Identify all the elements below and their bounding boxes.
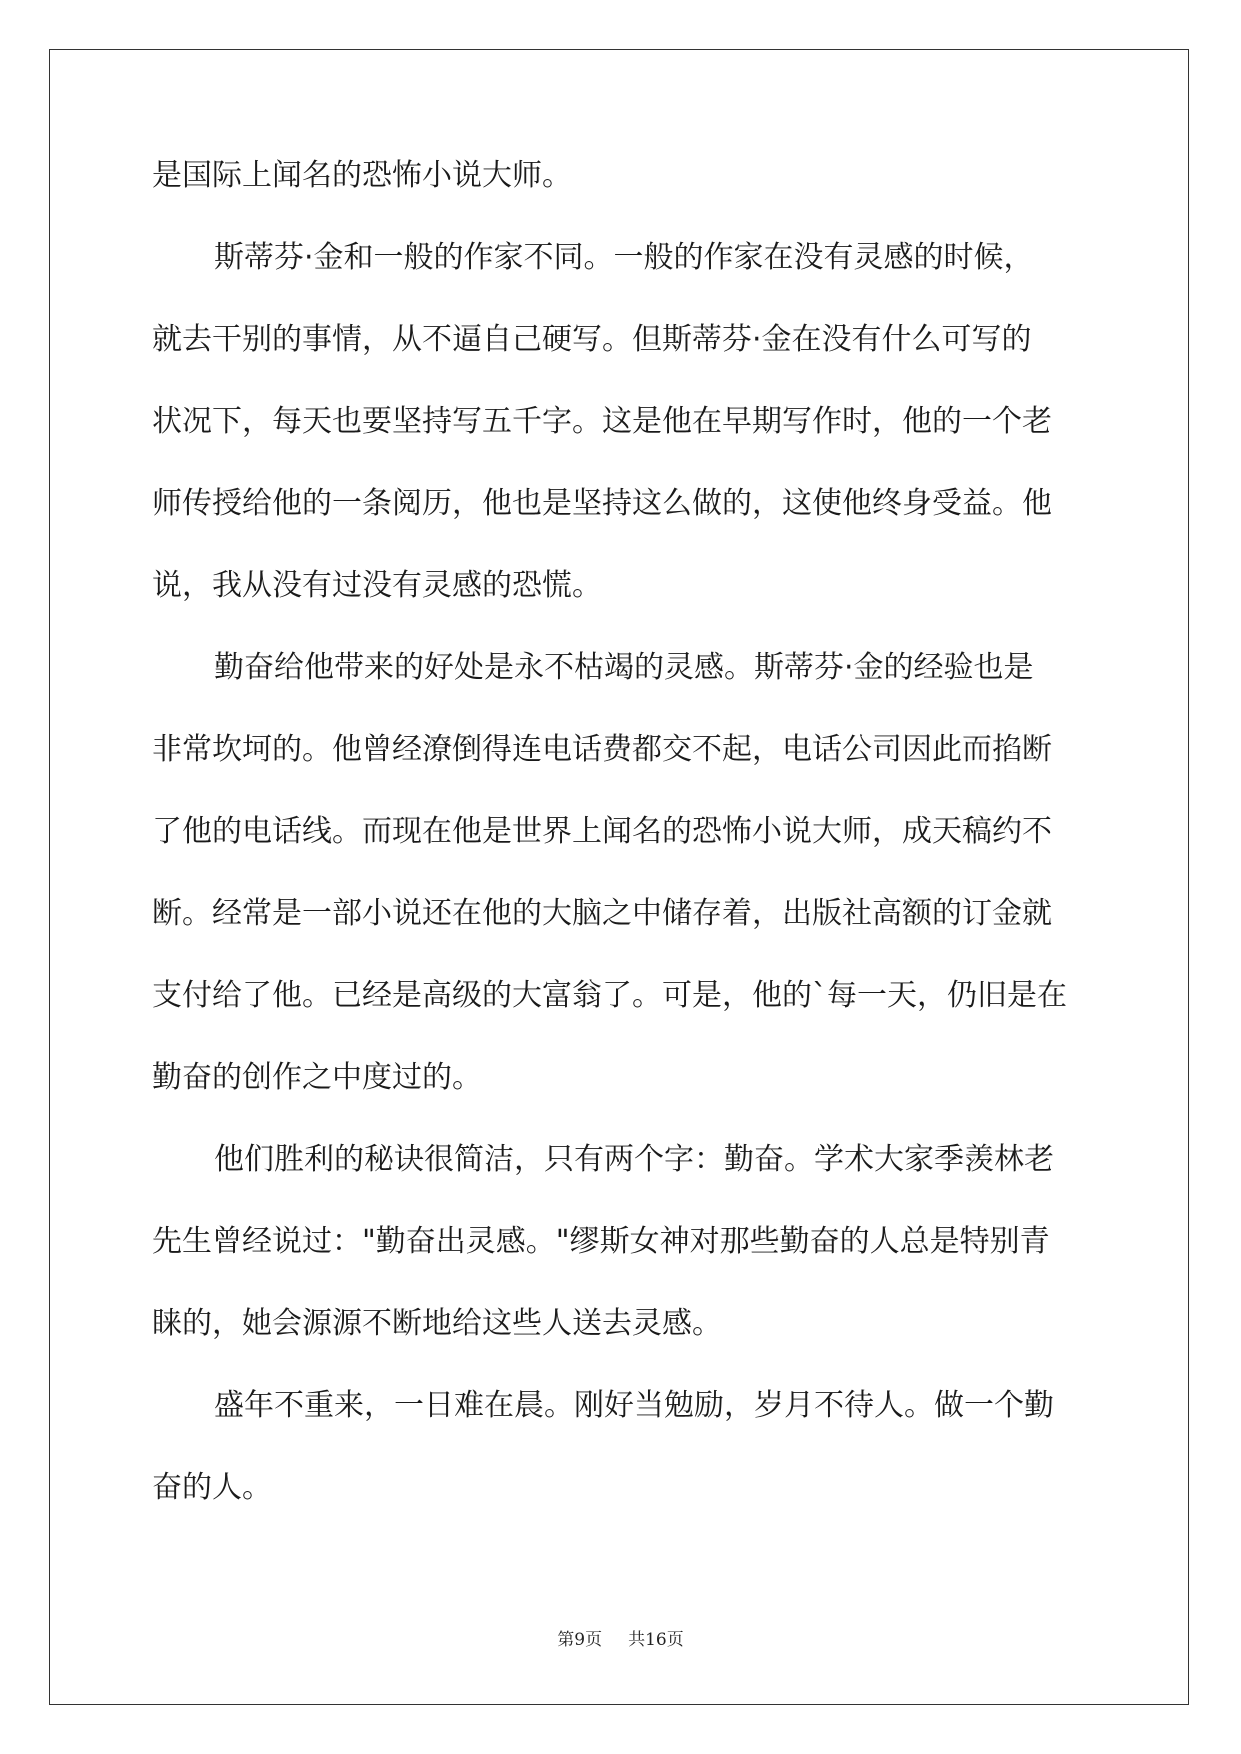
text-line: 睐的，她会源源不断地给这些人送去灵感。 [152, 1306, 722, 1341]
text-line: 说，我从没有过没有灵感的恐慌。 [152, 568, 602, 603]
text-line: 了他的电话线。而现在他是世界上闻名的恐怖小说大师，成天稿约不 [152, 814, 1052, 849]
text-line: 断。经常是一部小说还在他的大脑之中储存着，出版社高额的订金就 [152, 896, 1052, 931]
page-footer [0, 1625, 1241, 1650]
text-line: 非常坎坷的。他曾经潦倒得连电话费都交不起，电话公司因此而掐断 [152, 732, 1052, 767]
text-line: 勤奋的创作之中度过的。 [152, 1060, 482, 1095]
text-line: 先生曾经说过："勤奋出灵感。"缪斯女神对那些勤奋的人总是特别青 [152, 1224, 1050, 1259]
paragraph-start-line: 盛年不重来，一日难在晨。刚好当勉励，岁月不待人。做一个勤 [214, 1388, 1054, 1423]
paragraph-start-line: 他们胜利的秘诀很简洁，只有两个字：勤奋。学术大家季羡林老 [214, 1142, 1054, 1177]
paragraph-start-line: 勤奋给他带来的好处是永不枯竭的灵感。斯蒂芬·金的经验也是 [214, 650, 1034, 685]
total-pages: 共16页 [628, 1630, 684, 1650]
text-line: 状况下，每天也要坚持写五千字。这是他在早期写作时，他的一个老 [152, 404, 1052, 439]
text-line: 是国际上闻名的恐怖小说大师。 [152, 158, 572, 193]
current-page-number: 第9页 [557, 1630, 603, 1650]
text-line: 支付给了他。已经是高级的大富翁了。可是，他的`每一天，仍旧是在 [152, 978, 1067, 1013]
text-line: 师传授给他的一条阅历，他也是坚持这么做的，这使他终身受益。他 [152, 486, 1052, 521]
text-line: 奋的人。 [152, 1470, 272, 1505]
page-border [49, 49, 1189, 1705]
text-line: 就去干别的事情，从不逼自己硬写。但斯蒂芬·金在没有什么可写的 [152, 322, 1032, 357]
paragraph-start-line: 斯蒂芬·金和一般的作家不同。一般的作家在没有灵感的时候， [214, 240, 1034, 275]
